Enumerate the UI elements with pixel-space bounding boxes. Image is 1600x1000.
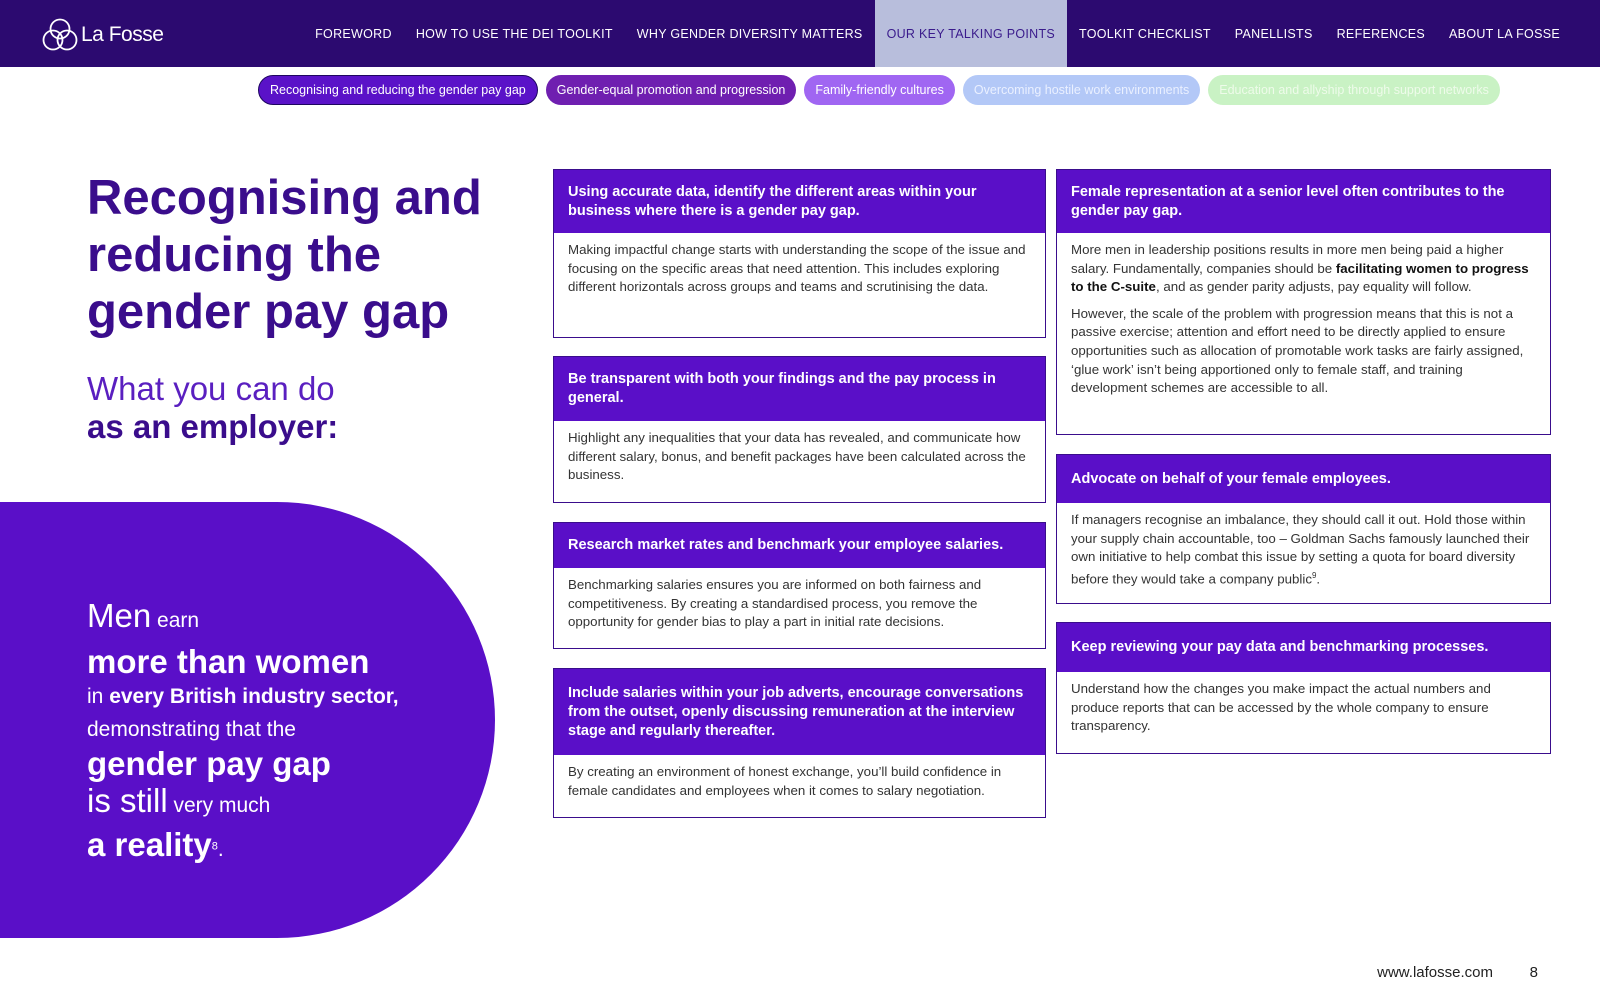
- stat-reference-number[interactable]: 8: [211, 840, 218, 853]
- card-title: Using accurate data, identify the different areas within your business where there is a gender pay gap.: [554, 170, 1045, 233]
- nav-item-toolkit-checklist[interactable]: TOOLKIT CHECKLIST: [1079, 26, 1211, 41]
- card-body: [1057, 503, 1550, 599]
- card-accurate-data: [553, 169, 1046, 338]
- nav-item-key-talking-points[interactable]: OUR KEY TALKING POINTS: [875, 0, 1067, 67]
- card-title: Keep reviewing your pay data and benchmarking processes.: [1057, 623, 1550, 672]
- card-body: Highlight any inequalities that your data has revealed, and communicate how different salary, bonus, and benefit packages have been calculated across the business.: [568, 430, 1026, 483]
- card-title: Female representation at a senior level often contributes to the gender pay gap.: [1057, 170, 1550, 233]
- stat-earn: earn: [151, 609, 200, 632]
- card-body: Understand how the changes you make impact the actual numbers and produce reports that can be accessed by the whole company to ensure transparency.: [1071, 681, 1491, 734]
- brand-name: La Fosse: [81, 23, 164, 46]
- page-title-line: gender pay gap: [87, 285, 450, 339]
- card-text: If managers recognise an imbalance, they should call it out. Hold those within your supply chain accountable, too – Goldman Sachs famously launched their own initiative to help combat this issue by setting a quota for board diversity before they would take a company public: [1071, 512, 1530, 587]
- card-title: Include salaries within your job adverts, encourage conversations from the outset, openly discussing remuneration at the interview stage and regularly thereafter.: [554, 669, 1045, 755]
- card-be-transparent: [553, 356, 1046, 503]
- card-text: More men in leadership positions results in more men being paid a higher salary. Fundamentally, companies should be: [1071, 242, 1504, 276]
- card-title: Be transparent with both your findings and the pay process in general.: [554, 357, 1045, 421]
- tab-hostile-environments[interactable]: Overcoming hostile work environments: [963, 75, 1200, 105]
- page-title-line: reducing the: [87, 228, 382, 282]
- top-navigation-bar: [0, 0, 1600, 67]
- card-keep-reviewing: [1056, 622, 1551, 754]
- pay-gap-statement: [87, 596, 399, 871]
- card-text: , and as gender parity adjusts, pay equality will follow.: [1155, 279, 1472, 295]
- stat-very-much: very much: [167, 794, 271, 817]
- card-title: Advocate on behalf of your female employees.: [1057, 455, 1550, 503]
- nav-item-foreword[interactable]: FOREWORD: [315, 26, 392, 41]
- card-include-salaries: [553, 668, 1046, 818]
- nav-item-references[interactable]: REFERENCES: [1336, 26, 1426, 41]
- page-number: 8: [1529, 964, 1538, 981]
- card-advocate: [1056, 454, 1551, 604]
- nav-item-panellists[interactable]: PANELLISTS: [1234, 26, 1313, 41]
- nav-menu: [303, 0, 1572, 67]
- stat-gender-pay-gap: gender pay gap: [87, 745, 331, 782]
- stat-in: in: [87, 685, 110, 708]
- page-title-line: Recognising and: [87, 171, 482, 225]
- card-body: Benchmarking salaries ensures you are informed on both fairness and competitiveness. By creating a standardised process, you remove the opportunity for gender bias to play a part in initial rate decisions.: [568, 577, 982, 630]
- nav-item-why-gender-diversity[interactable]: WHY GENDER DIVERSITY MATTERS: [636, 26, 863, 41]
- card-body: [1057, 233, 1550, 408]
- interlocking-circles-logo-icon: [42, 17, 78, 53]
- topic-tabs: [258, 75, 1500, 105]
- stat-sector: every British industry sector,: [109, 685, 399, 708]
- card-body: By creating an environment of honest exchange, you’ll build confidence in female candidates and employees when it comes to salary negotiation.: [568, 764, 1002, 798]
- card-text: .: [1316, 571, 1321, 587]
- card-body: Making impactful change starts with understanding the scope of the issue and focusing on the specific areas that need attention. This includes exploring different horizontals across groups and teams and scrutinising the data.: [568, 242, 1026, 295]
- stat-a-reality: a reality: [87, 826, 212, 863]
- page-title: [87, 170, 507, 341]
- card-text-emphasis: facilitating women to progress to the C-suite: [1071, 260, 1529, 295]
- card-paragraph: [1071, 241, 1536, 297]
- card-reference-number[interactable]: 9: [1311, 570, 1317, 580]
- card-paragraph: However, the scale of the problem with progression means that this is not a passive exercise; attention and effort need to be directly applied to ensure opportunities such as allocation of promotable work tasks are fairly assigned, ‘glue work’ isn’t being apportioned only to female staff, and training development schemes are accessible to all.: [1071, 305, 1524, 396]
- tab-family-friendly[interactable]: Family-friendly cultures: [804, 75, 955, 105]
- stat-men: Men: [87, 597, 152, 634]
- subheading-light: What you can do: [87, 370, 335, 407]
- footer-website-link[interactable]: www.lafosse.com: [1377, 964, 1493, 981]
- tab-support-networks[interactable]: Education and allyship through support networks: [1208, 75, 1500, 105]
- nav-item-how-to-use[interactable]: HOW TO USE THE DEI TOOLKIT: [415, 26, 613, 41]
- stat-period: .: [217, 838, 224, 861]
- nav-item-about-la-fosse[interactable]: ABOUT LA FOSSE: [1449, 26, 1560, 41]
- la-fosse-logo[interactable]: [42, 17, 163, 53]
- card-female-representation: [1056, 169, 1551, 435]
- tab-gender-pay-gap[interactable]: Recognising and reducing the gender pay gap: [258, 75, 538, 105]
- card-title: Research market rates and benchmark your employee salaries.: [554, 523, 1045, 568]
- card-research-market-rates: [553, 522, 1046, 649]
- stat-is-still: is still: [87, 782, 168, 819]
- subheading-bold: as an employer:: [87, 408, 339, 445]
- stat-demonstrating: demonstrating that the: [87, 718, 296, 741]
- tab-promotion-progression[interactable]: Gender-equal promotion and progression: [546, 75, 797, 105]
- stat-more-than-women: more than women: [87, 643, 370, 680]
